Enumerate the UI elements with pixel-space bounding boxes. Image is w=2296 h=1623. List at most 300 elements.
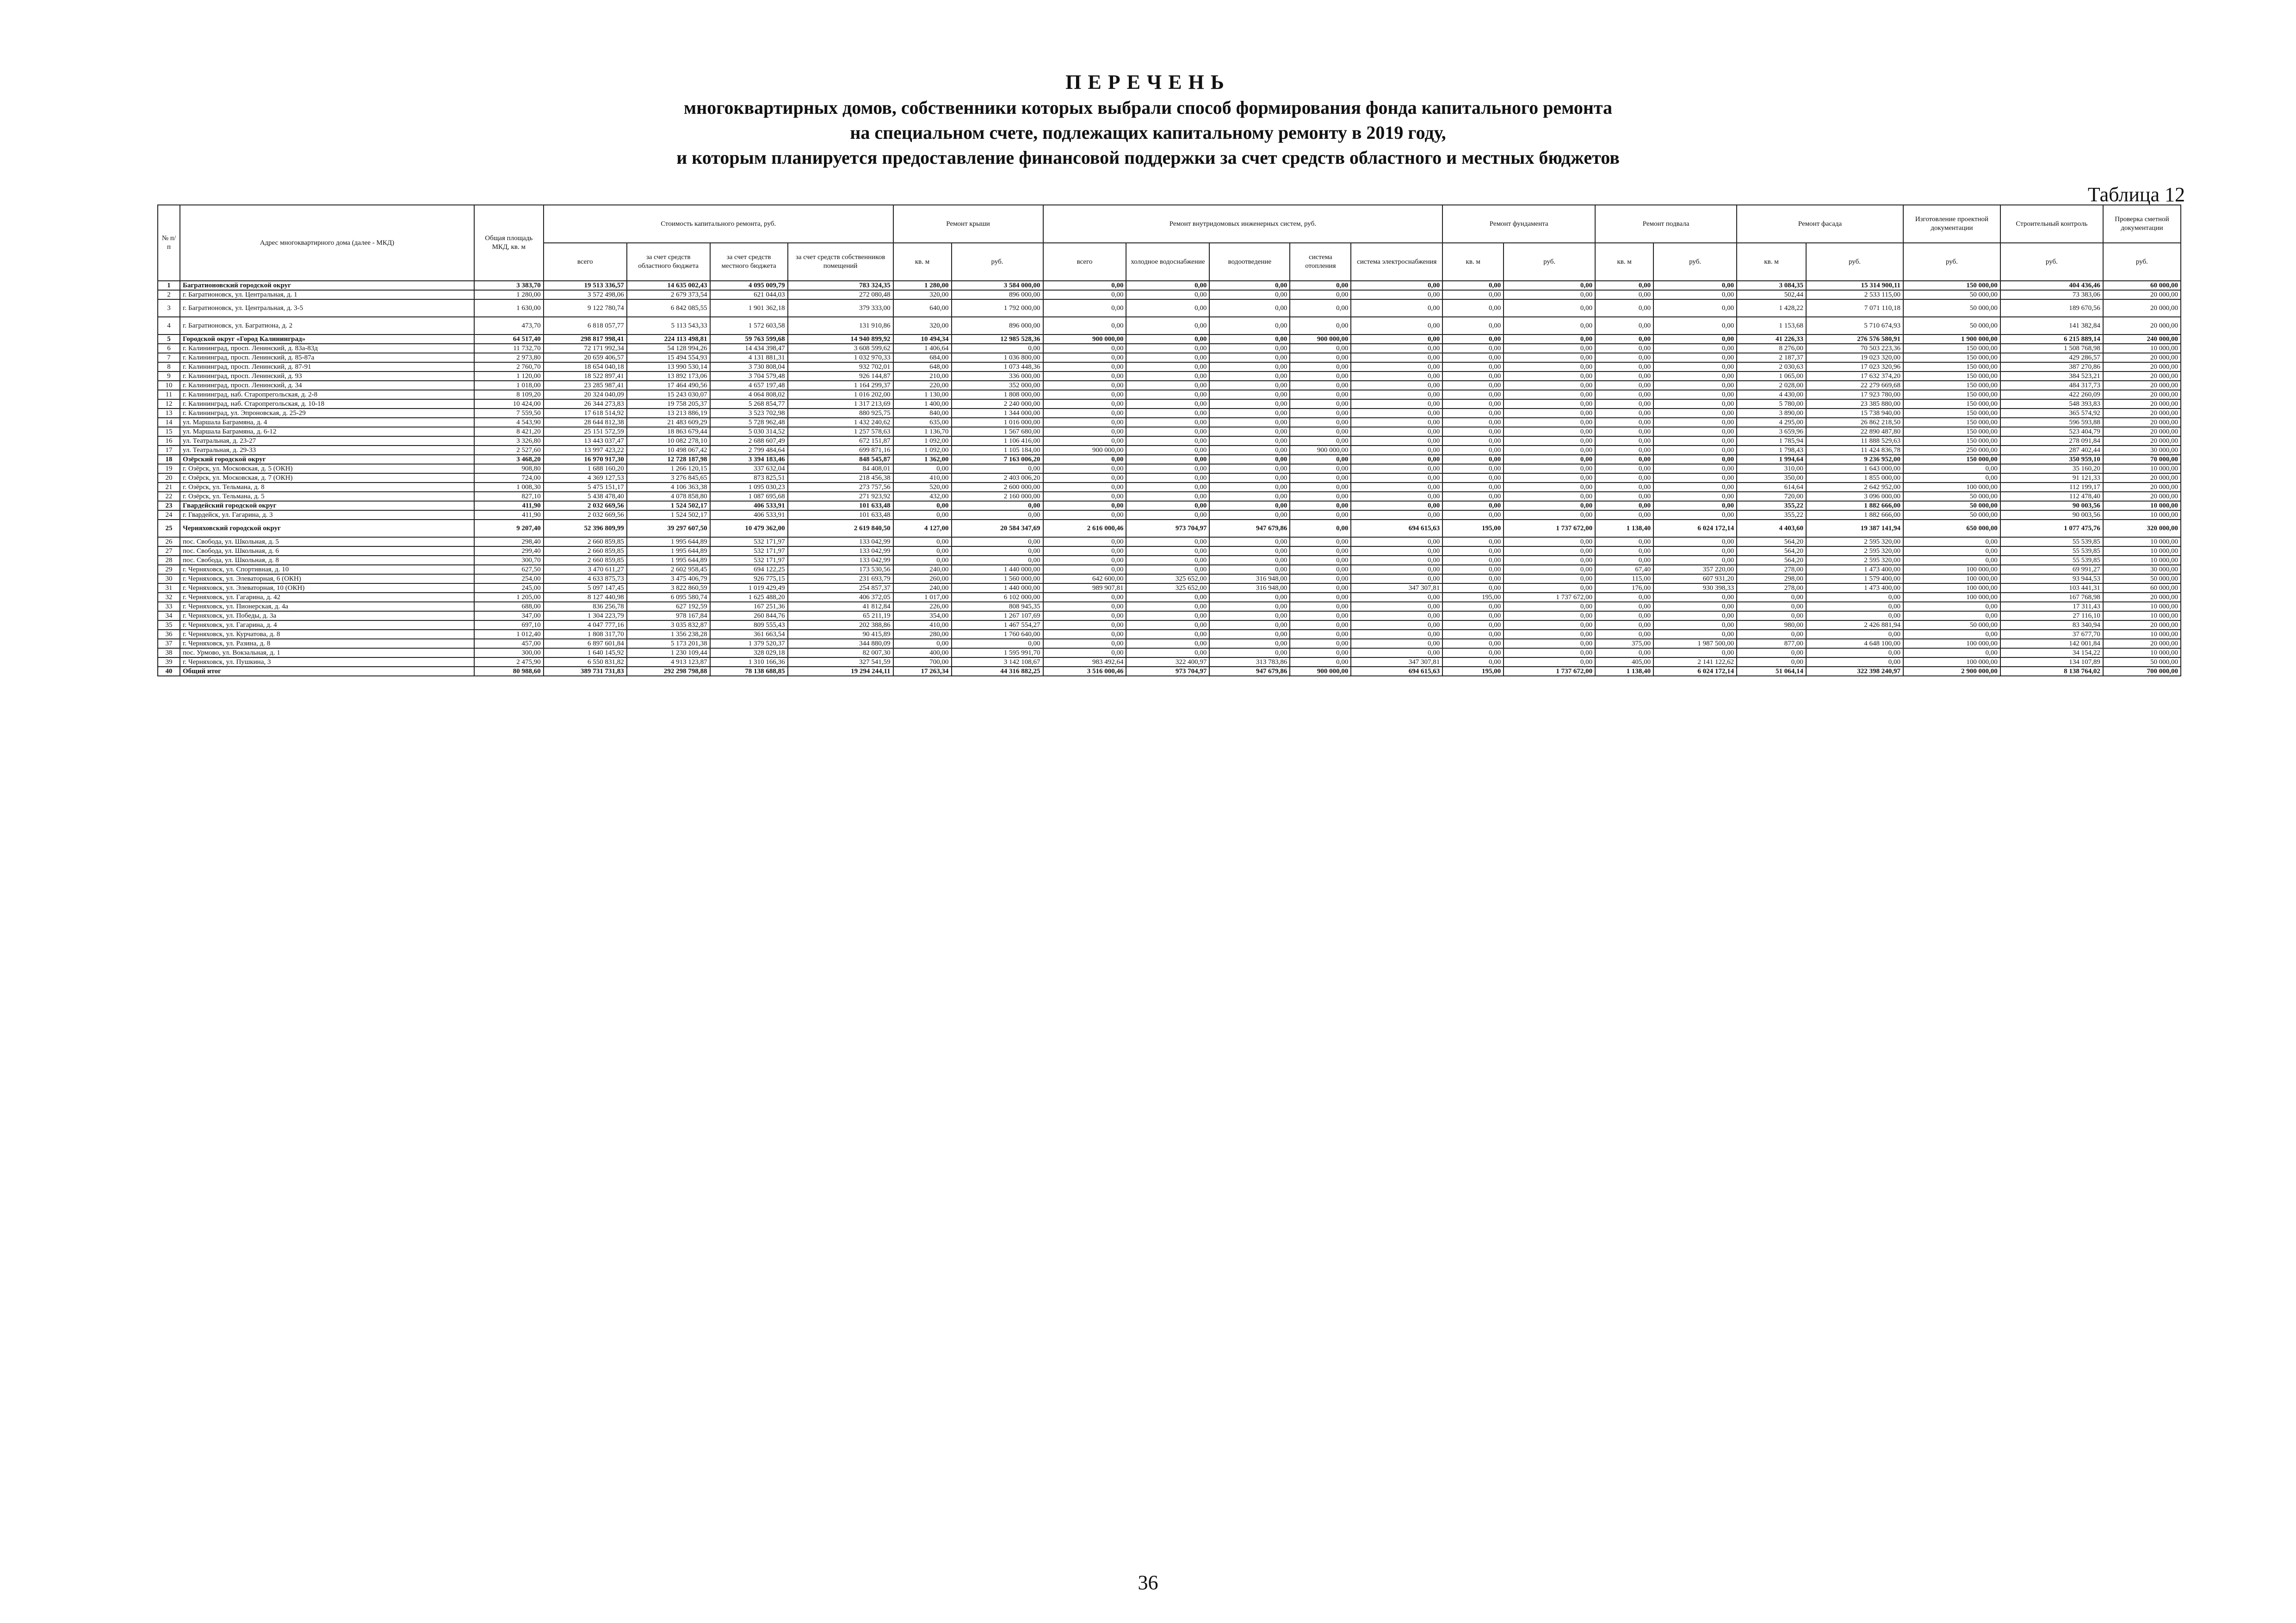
cell-address: г. Черняховск, ул. Гагарина, д. 4 <box>180 620 474 630</box>
document-title <box>0 69 2296 170</box>
cell-eng-total: 0,00 <box>1043 565 1126 574</box>
cell-cost-total: 52 396 809,99 <box>544 520 627 537</box>
cell-cost-regional: 13 213 886,19 <box>627 409 710 418</box>
cell-basement-rub: 1 987 500,00 <box>1653 639 1737 648</box>
cell-basement-sqm: 405,00 <box>1595 657 1653 667</box>
cell-foundation-rub: 0,00 <box>1504 362 1595 372</box>
cell-facade-rub: 2 642 952,00 <box>1806 483 1903 492</box>
cell-roof-rub: 7 163 006,20 <box>952 455 1043 464</box>
cell-cost-regional: 3 822 860,59 <box>627 583 710 593</box>
cell-area: 3 326,80 <box>474 436 544 446</box>
cell-eng-power: 0,00 <box>1351 353 1442 362</box>
cell-roof-rub: 896 000,00 <box>952 290 1043 299</box>
cell-foundation-rub: 0,00 <box>1504 602 1595 611</box>
header-eng-power: система электроснабжения <box>1351 243 1442 281</box>
cell-cost-local: 1 901 362,18 <box>710 299 788 317</box>
table-row <box>158 381 2181 390</box>
cell-facade-rub: 17 632 374,20 <box>1806 372 1903 381</box>
cell-basement-rub: 0,00 <box>1653 501 1737 510</box>
cell-eng-cold-water: 0,00 <box>1126 353 1209 362</box>
cell-supervision: 1 077 475,76 <box>2000 520 2103 537</box>
header-design-docs: Изготовление проектной документации <box>1903 205 2000 243</box>
cell-estimate-check: 20 000,00 <box>2103 290 2181 299</box>
cell-basement-rub: 0,00 <box>1653 593 1737 602</box>
cell-estimate-check: 10 000,00 <box>2103 501 2181 510</box>
cell-eng-heating: 0,00 <box>1290 436 1351 446</box>
table-row <box>158 537 2181 546</box>
cell-design-docs: 100 000,00 <box>1903 583 2000 593</box>
cell-supervision: 55 539,85 <box>2000 556 2103 565</box>
cell-roof-rub: 0,00 <box>952 639 1043 648</box>
table-row <box>158 299 2181 317</box>
cell-foundation-sqm: 0,00 <box>1442 335 1504 344</box>
cell-cost-total: 2 660 859,85 <box>544 556 627 565</box>
cell-cost-owners: 133 042,99 <box>788 556 893 565</box>
cell-num: 1 <box>158 281 180 290</box>
cell-roof-rub: 0,00 <box>952 344 1043 353</box>
cell-eng-cold-water: 0,00 <box>1126 344 1209 353</box>
cell-num: 33 <box>158 602 180 611</box>
cell-facade-sqm: 980,00 <box>1737 620 1806 630</box>
cell-eng-heating: 0,00 <box>1290 501 1351 510</box>
cell-design-docs: 0,00 <box>1903 464 2000 473</box>
cell-facade-rub: 0,00 <box>1806 648 1903 657</box>
cell-area: 908,80 <box>474 464 544 473</box>
cell-cost-owners: 2 619 840,50 <box>788 520 893 537</box>
cell-cost-owners: 1 016 202,00 <box>788 390 893 399</box>
cell-area: 1 280,00 <box>474 290 544 299</box>
cell-foundation-sqm: 0,00 <box>1442 501 1504 510</box>
cell-basement-sqm: 0,00 <box>1595 611 1653 620</box>
cell-num: 34 <box>158 611 180 620</box>
cell-cost-local: 406 533,91 <box>710 501 788 510</box>
table-row <box>158 399 2181 409</box>
cell-address: г. Черняховск, ул. Элеваторная, 10 (ОКН) <box>180 583 474 593</box>
cell-area: 9 207,40 <box>474 520 544 537</box>
cell-foundation-rub: 0,00 <box>1504 648 1595 657</box>
header-area: Общая площадь МКД, кв. м <box>474 205 544 281</box>
cell-address: ул. Маршала Баграмяна, д. 6-12 <box>180 427 474 436</box>
cell-eng-power: 694 615,63 <box>1351 520 1442 537</box>
cell-design-docs: 50 000,00 <box>1903 510 2000 520</box>
cell-basement-sqm: 0,00 <box>1595 473 1653 483</box>
cell-roof-sqm: 410,00 <box>893 473 952 483</box>
cell-foundation-rub: 0,00 <box>1504 399 1595 409</box>
cell-area: 347,00 <box>474 611 544 620</box>
cell-supervision: 387 270,86 <box>2000 362 2103 372</box>
cell-eng-power: 0,00 <box>1351 446 1442 455</box>
cell-area: 299,40 <box>474 546 544 556</box>
cell-roof-sqm: 1 130,00 <box>893 390 952 399</box>
cell-eng-drainage: 0,00 <box>1209 620 1290 630</box>
cell-area: 1 120,00 <box>474 372 544 381</box>
cell-facade-sqm: 355,22 <box>1737 510 1806 520</box>
cell-eng-heating: 0,00 <box>1290 630 1351 639</box>
cell-estimate-check: 20 000,00 <box>2103 483 2181 492</box>
cell-design-docs: 150 000,00 <box>1903 362 2000 372</box>
cell-foundation-rub: 0,00 <box>1504 409 1595 418</box>
cell-cost-owners: 932 702,01 <box>788 362 893 372</box>
header-eng-heating: система отопления <box>1290 243 1351 281</box>
cell-eng-power: 0,00 <box>1351 537 1442 546</box>
header-address: Адрес многоквартирного дома (далее - МКД) <box>180 205 474 281</box>
cell-eng-total: 3 516 000,46 <box>1043 667 1126 676</box>
cell-eng-cold-water: 325 652,00 <box>1126 574 1209 583</box>
cell-roof-sqm: 280,00 <box>893 630 952 639</box>
cell-eng-total: 0,00 <box>1043 620 1126 630</box>
cell-cost-local: 621 044,03 <box>710 290 788 299</box>
cell-cost-total: 23 285 987,41 <box>544 381 627 390</box>
cell-cost-local: 337 632,04 <box>710 464 788 473</box>
table-row <box>158 436 2181 446</box>
cell-area: 8 109,20 <box>474 390 544 399</box>
cell-foundation-rub: 0,00 <box>1504 381 1595 390</box>
cell-design-docs: 50 000,00 <box>1903 492 2000 501</box>
cell-foundation-sqm: 0,00 <box>1442 546 1504 556</box>
cell-eng-total: 0,00 <box>1043 436 1126 446</box>
cell-supervision: 350 959,10 <box>2000 455 2103 464</box>
cell-roof-sqm: 210,00 <box>893 372 952 381</box>
table-row <box>158 611 2181 620</box>
cell-foundation-rub: 0,00 <box>1504 390 1595 399</box>
cell-eng-power: 0,00 <box>1351 409 1442 418</box>
cell-foundation-rub: 0,00 <box>1504 501 1595 510</box>
table-row <box>158 602 2181 611</box>
cell-num: 29 <box>158 565 180 574</box>
cell-cost-regional: 21 483 609,29 <box>627 418 710 427</box>
table-row <box>158 574 2181 583</box>
cell-foundation-sqm: 0,00 <box>1442 436 1504 446</box>
cell-area: 1 012,40 <box>474 630 544 639</box>
cell-eng-cold-water: 0,00 <box>1126 446 1209 455</box>
cell-design-docs: 0,00 <box>1903 630 2000 639</box>
table-row <box>158 639 2181 648</box>
cell-facade-sqm: 720,00 <box>1737 492 1806 501</box>
cell-cost-total: 389 731 731,83 <box>544 667 627 676</box>
cell-basement-rub: 357 220,00 <box>1653 565 1737 574</box>
table-row <box>158 501 2181 510</box>
cell-foundation-rub: 0,00 <box>1504 657 1595 667</box>
cell-basement-sqm: 0,00 <box>1595 446 1653 455</box>
cell-basement-rub: 0,00 <box>1653 620 1737 630</box>
cell-cost-owners: 783 324,35 <box>788 281 893 290</box>
cell-basement-sqm: 0,00 <box>1595 492 1653 501</box>
cell-cost-owners: 14 940 899,92 <box>788 335 893 344</box>
cell-foundation-rub: 0,00 <box>1504 630 1595 639</box>
cell-foundation-rub: 0,00 <box>1504 335 1595 344</box>
cell-eng-drainage: 0,00 <box>1209 427 1290 436</box>
cell-eng-drainage: 947 679,86 <box>1209 520 1290 537</box>
cell-supervision: 1 508 768,98 <box>2000 344 2103 353</box>
cell-cost-total: 5 097 147,45 <box>544 583 627 593</box>
header-eng-total: всего <box>1043 243 1126 281</box>
cell-eng-cold-water: 0,00 <box>1126 565 1209 574</box>
cell-estimate-check: 20 000,00 <box>2103 418 2181 427</box>
cell-eng-cold-water: 973 704,97 <box>1126 520 1209 537</box>
cell-roof-sqm: 700,00 <box>893 657 952 667</box>
cell-cost-local: 59 763 599,68 <box>710 335 788 344</box>
cell-design-docs: 650 000,00 <box>1903 520 2000 537</box>
cell-facade-rub: 3 096 000,00 <box>1806 492 1903 501</box>
cell-basement-rub: 0,00 <box>1653 372 1737 381</box>
cell-design-docs: 50 000,00 <box>1903 299 2000 317</box>
cell-foundation-sqm: 0,00 <box>1442 464 1504 473</box>
header-cost-regional: за счет средств областного бюджета <box>627 243 710 281</box>
cell-address: Озёрский городской округ <box>180 455 474 464</box>
cell-eng-cold-water: 0,00 <box>1126 390 1209 399</box>
cell-supervision: 142 001,84 <box>2000 639 2103 648</box>
cell-area: 10 424,00 <box>474 399 544 409</box>
cell-eng-cold-water: 0,00 <box>1126 317 1209 335</box>
cell-address: пос. Свобода, ул. Школьная, д. 6 <box>180 546 474 556</box>
cell-eng-drainage: 0,00 <box>1209 362 1290 372</box>
table-row <box>158 630 2181 639</box>
cell-eng-heating: 0,00 <box>1290 317 1351 335</box>
cell-cost-regional: 627 192,59 <box>627 602 710 611</box>
cell-facade-rub: 17 023 320,96 <box>1806 362 1903 372</box>
cell-cost-local: 1 310 166,36 <box>710 657 788 667</box>
cell-roof-rub: 1 760 640,00 <box>952 630 1043 639</box>
cell-area: 298,40 <box>474 537 544 546</box>
table-row <box>158 464 2181 473</box>
cell-foundation-sqm: 0,00 <box>1442 399 1504 409</box>
cell-roof-rub: 20 584 347,69 <box>952 520 1043 537</box>
cell-foundation-rub: 0,00 <box>1504 565 1595 574</box>
cell-cost-local: 873 825,51 <box>710 473 788 483</box>
cell-area: 457,00 <box>474 639 544 648</box>
cell-cost-total: 26 344 273,83 <box>544 399 627 409</box>
table-row <box>158 510 2181 520</box>
cell-cost-local: 4 657 197,48 <box>710 381 788 390</box>
cell-address: г. Калининград, просп. Ленинский, д. 83а-83д <box>180 344 474 353</box>
cell-foundation-rub: 1 737 672,00 <box>1504 593 1595 602</box>
cell-roof-sqm: 1 406,64 <box>893 344 952 353</box>
cell-cost-owners: 254 857,37 <box>788 583 893 593</box>
cell-roof-sqm: 1 362,00 <box>893 455 952 464</box>
cell-address: г. Черняховск, ул. Курчатова, д. 8 <box>180 630 474 639</box>
cell-cost-owners: 1 257 578,63 <box>788 427 893 436</box>
cell-foundation-sqm: 0,00 <box>1442 353 1504 362</box>
cell-basement-sqm: 0,00 <box>1595 464 1653 473</box>
cell-eng-heating: 0,00 <box>1290 362 1351 372</box>
cell-eng-total: 0,00 <box>1043 390 1126 399</box>
cell-estimate-check: 20 000,00 <box>2103 299 2181 317</box>
cell-estimate-check: 60 000,00 <box>2103 281 2181 290</box>
cell-foundation-rub: 0,00 <box>1504 611 1595 620</box>
cell-cost-local: 694 122,25 <box>710 565 788 574</box>
cell-roof-sqm: 410,00 <box>893 620 952 630</box>
cell-cost-owners: 41 812,84 <box>788 602 893 611</box>
cell-eng-heating: 0,00 <box>1290 473 1351 483</box>
cell-supervision: 103 441,31 <box>2000 583 2103 593</box>
cell-supervision: 34 154,22 <box>2000 648 2103 657</box>
cell-basement-sqm: 0,00 <box>1595 390 1653 399</box>
cell-foundation-rub: 0,00 <box>1504 427 1595 436</box>
cell-basement-sqm: 0,00 <box>1595 399 1653 409</box>
cell-facade-sqm: 310,00 <box>1737 464 1806 473</box>
cell-basement-sqm: 0,00 <box>1595 290 1653 299</box>
cell-eng-heating: 0,00 <box>1290 648 1351 657</box>
table-row <box>158 473 2181 483</box>
cell-supervision: 93 944,53 <box>2000 574 2103 583</box>
cell-facade-sqm: 4 295,00 <box>1737 418 1806 427</box>
cell-area: 1 018,00 <box>474 381 544 390</box>
cell-address: г. Багратионовск, ул. Центральная, д. 1 <box>180 290 474 299</box>
cell-eng-drainage: 0,00 <box>1209 602 1290 611</box>
cell-facade-rub: 2 595 320,00 <box>1806 546 1903 556</box>
header-foundation-group: Ремонт фундамента <box>1442 205 1595 243</box>
cell-eng-cold-water: 0,00 <box>1126 639 1209 648</box>
cell-roof-rub: 1 467 554,27 <box>952 620 1043 630</box>
cell-basement-rub: 0,00 <box>1653 409 1737 418</box>
cell-facade-rub: 2 595 320,00 <box>1806 556 1903 565</box>
cell-foundation-sqm: 0,00 <box>1442 657 1504 667</box>
cell-basement-rub: 0,00 <box>1653 602 1737 611</box>
cell-cost-owners: 84 408,01 <box>788 464 893 473</box>
cell-eng-cold-water: 0,00 <box>1126 537 1209 546</box>
cell-roof-rub: 1 036 800,00 <box>952 353 1043 362</box>
cell-supervision: 189 670,56 <box>2000 299 2103 317</box>
cell-design-docs: 50 000,00 <box>1903 620 2000 630</box>
cell-eng-total: 0,00 <box>1043 593 1126 602</box>
cell-roof-sqm: 226,00 <box>893 602 952 611</box>
cell-eng-heating: 0,00 <box>1290 399 1351 409</box>
cell-estimate-check: 320 000,00 <box>2103 520 2181 537</box>
cell-num: 8 <box>158 362 180 372</box>
cell-cost-total: 18 522 897,41 <box>544 372 627 381</box>
cell-basement-rub: 0,00 <box>1653 556 1737 565</box>
cell-roof-rub: 44 316 882,25 <box>952 667 1043 676</box>
cell-num: 40 <box>158 667 180 676</box>
header-supervision-rub: руб. <box>2000 243 2103 281</box>
cell-num: 28 <box>158 556 180 565</box>
cell-cost-owners: 218 456,38 <box>788 473 893 483</box>
cell-cost-regional: 224 113 498,81 <box>627 335 710 344</box>
cell-cost-regional: 18 863 679,44 <box>627 427 710 436</box>
cell-foundation-sqm: 0,00 <box>1442 510 1504 520</box>
cell-basement-sqm: 0,00 <box>1595 409 1653 418</box>
cell-cost-owners: 173 530,56 <box>788 565 893 574</box>
header-supervision: Строительный контроль <box>2000 205 2103 243</box>
cell-cost-regional: 4 106 363,38 <box>627 483 710 492</box>
cell-basement-rub: 0,00 <box>1653 418 1737 427</box>
cell-area: 1 008,30 <box>474 483 544 492</box>
cell-facade-rub: 276 576 580,91 <box>1806 335 1903 344</box>
cell-eng-total: 0,00 <box>1043 353 1126 362</box>
cell-facade-sqm: 278,00 <box>1737 583 1806 593</box>
cell-cost-total: 298 817 998,41 <box>544 335 627 344</box>
cell-eng-cold-water: 0,00 <box>1126 464 1209 473</box>
cell-facade-sqm: 1 428,22 <box>1737 299 1806 317</box>
cell-cost-total: 25 151 572,59 <box>544 427 627 436</box>
cell-eng-heating: 0,00 <box>1290 602 1351 611</box>
cell-eng-cold-water: 0,00 <box>1126 281 1209 290</box>
title-line-2: на специальном счете, подлежащих капитальному ремонту в 2019 году, <box>850 122 1446 143</box>
cell-cost-owners: 672 151,87 <box>788 436 893 446</box>
cell-roof-sqm: 648,00 <box>893 362 952 372</box>
cell-address: г. Гвардейск, ул. Гагарина, д. 3 <box>180 510 474 520</box>
cell-eng-drainage: 0,00 <box>1209 372 1290 381</box>
cell-eng-total: 0,00 <box>1043 418 1126 427</box>
header-foundation-rub: руб. <box>1504 243 1595 281</box>
cell-basement-sqm: 0,00 <box>1595 353 1653 362</box>
cell-eng-power: 0,00 <box>1351 483 1442 492</box>
cell-foundation-sqm: 0,00 <box>1442 583 1504 593</box>
cell-estimate-check: 50 000,00 <box>2103 574 2181 583</box>
cell-num: 12 <box>158 399 180 409</box>
cell-address: г. Черняховск, ул. Спортивная, д. 10 <box>180 565 474 574</box>
cell-eng-total: 0,00 <box>1043 510 1126 520</box>
cell-address: г. Калининград, просп. Ленинский, д. 34 <box>180 381 474 390</box>
cell-eng-drainage: 316 948,00 <box>1209 583 1290 593</box>
cell-cost-regional: 1 524 502,17 <box>627 501 710 510</box>
cell-cost-local: 5 728 962,48 <box>710 418 788 427</box>
cell-eng-cold-water: 0,00 <box>1126 473 1209 483</box>
cell-basement-rub: 0,00 <box>1653 436 1737 446</box>
cell-eng-drainage: 0,00 <box>1209 290 1290 299</box>
cell-eng-heating: 0,00 <box>1290 344 1351 353</box>
cell-roof-rub: 6 102 000,00 <box>952 593 1043 602</box>
cell-cost-owners: 1 032 970,33 <box>788 353 893 362</box>
cell-supervision: 384 523,21 <box>2000 372 2103 381</box>
cell-cost-regional: 1 995 644,89 <box>627 546 710 556</box>
cell-cost-local: 3 730 808,04 <box>710 362 788 372</box>
cell-supervision: 141 382,84 <box>2000 317 2103 335</box>
cell-cost-local: 2 688 607,49 <box>710 436 788 446</box>
cell-design-docs: 100 000,00 <box>1903 565 2000 574</box>
cell-eng-drainage: 0,00 <box>1209 446 1290 455</box>
cell-roof-sqm: 260,00 <box>893 574 952 583</box>
table-row <box>158 290 2181 299</box>
houses-table <box>157 204 2181 676</box>
cell-num: 9 <box>158 372 180 381</box>
cell-roof-sqm: 840,00 <box>893 409 952 418</box>
cell-cost-owners: 101 633,48 <box>788 501 893 510</box>
cell-eng-power: 0,00 <box>1351 620 1442 630</box>
cell-foundation-sqm: 195,00 <box>1442 667 1504 676</box>
cell-num: 25 <box>158 520 180 537</box>
cell-roof-rub: 2 403 006,20 <box>952 473 1043 483</box>
cell-foundation-rub: 1 737 672,00 <box>1504 667 1595 676</box>
cell-num: 27 <box>158 546 180 556</box>
cell-num: 13 <box>158 409 180 418</box>
cell-design-docs: 150 000,00 <box>1903 344 2000 353</box>
cell-estimate-check: 10 000,00 <box>2103 630 2181 639</box>
cell-eng-drainage: 0,00 <box>1209 418 1290 427</box>
header-cost-total: всего <box>544 243 627 281</box>
cell-num: 17 <box>158 446 180 455</box>
cell-foundation-rub: 0,00 <box>1504 317 1595 335</box>
cell-cost-total: 17 618 514,92 <box>544 409 627 418</box>
cell-cost-owners: 133 042,99 <box>788 546 893 556</box>
cell-roof-rub: 0,00 <box>952 546 1043 556</box>
cell-cost-owners: 3 608 599,62 <box>788 344 893 353</box>
cell-eng-power: 0,00 <box>1351 281 1442 290</box>
cell-facade-sqm: 502,44 <box>1737 290 1806 299</box>
cell-foundation-sqm: 0,00 <box>1442 483 1504 492</box>
cell-supervision: 73 383,06 <box>2000 290 2103 299</box>
cell-num: 23 <box>158 501 180 510</box>
cell-cost-regional: 39 297 607,50 <box>627 520 710 537</box>
cell-cost-local: 78 138 688,85 <box>710 667 788 676</box>
cell-eng-heating: 0,00 <box>1290 483 1351 492</box>
cell-area: 473,70 <box>474 317 544 335</box>
cell-foundation-sqm: 0,00 <box>1442 390 1504 399</box>
cell-cost-local: 532 171,97 <box>710 556 788 565</box>
cell-eng-heating: 0,00 <box>1290 546 1351 556</box>
cell-eng-power: 0,00 <box>1351 648 1442 657</box>
header-roof-group: Ремонт крыши <box>893 205 1043 243</box>
